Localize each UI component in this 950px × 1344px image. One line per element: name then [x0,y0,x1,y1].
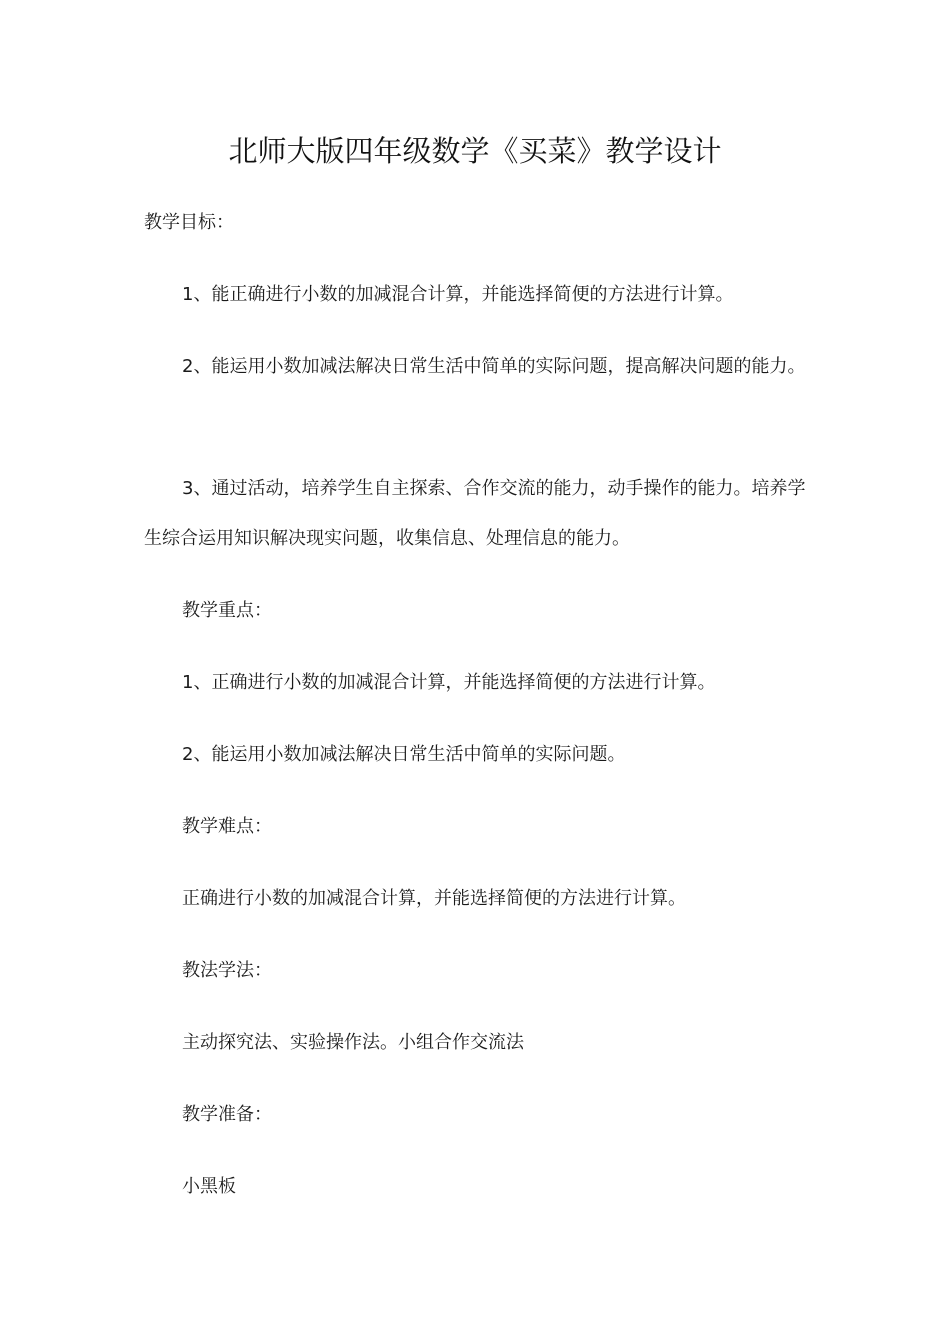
objective-1: 1、能正确进行小数的加减混合计算，并能选择简便的方法进行计算。 [182,284,734,305]
document-title: 北师大版四年级数学《买菜》教学设计 [228,134,722,168]
preparation-heading: 教学准备： [182,1104,272,1125]
objectives-heading: 教学目标： [144,212,234,233]
methods-1: 主动探究法、实验操作法。小组合作交流法 [182,1032,524,1053]
key-point-1: 1、正确进行小数的加减混合计算，并能选择简便的方法进行计算。 [182,672,716,693]
objective-3: 3、通过活动，培养学生自主探索、合作交流的能力，动手操作的能力。培养学生综合运用知识解决现实问题，收集信息、处理信息的能力。 [144,478,806,549]
objective-2: 2、能运用小数加减法解决日常生活中简单的实际问题，提高解决问题的能力。 [182,356,806,377]
methods-heading: 教法学法： [182,960,272,981]
difficulty-1: 正确进行小数的加减混合计算，并能选择简便的方法进行计算。 [182,888,686,909]
key-point-2: 2、能运用小数加减法解决日常生活中简单的实际问题。 [182,744,626,765]
preparation-1: 小黑板 [182,1176,236,1197]
key-points-heading: 教学重点： [182,600,272,621]
difficulties-heading: 教学难点： [182,816,272,837]
